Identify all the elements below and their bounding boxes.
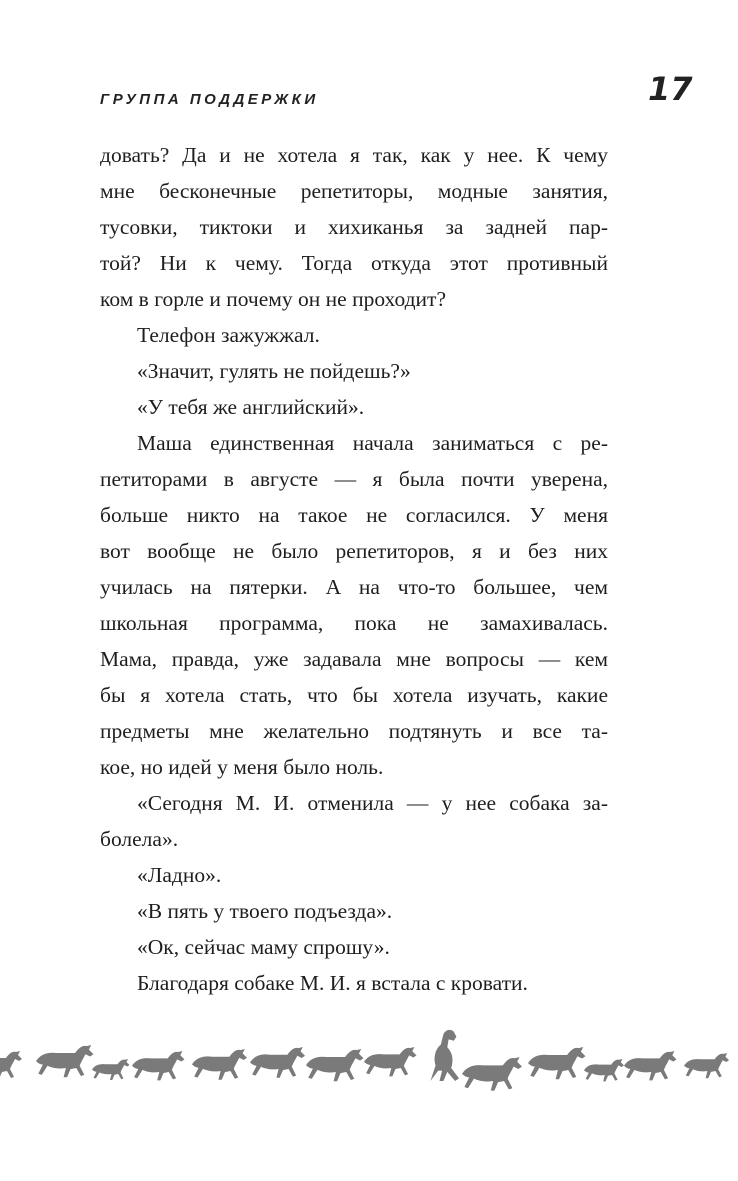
horse-silhouette-icon (250, 1047, 305, 1078)
text-line: школьная программа, пока не замахивалась. (100, 611, 608, 635)
horse-silhouette-icon (306, 1049, 364, 1081)
text-line: бы я хотела стать, что бы хотела изучать, какие (100, 683, 608, 707)
horse-silhouette-icon (192, 1049, 247, 1080)
text-line: петиторами в августе — я была почти уверена, (100, 467, 608, 491)
text-line: мне бесконечные репетиторы, модные занятия, (100, 179, 608, 203)
text-line: предметы мне желательно подтянуть и все та- (100, 719, 608, 743)
horse-silhouette-icon (430, 1030, 459, 1081)
text-line: довать? Да и не хотела я так, как у нее. К чему (100, 143, 608, 167)
text-line: «Ок, сейчас маму спрошу». (137, 935, 390, 959)
text-line: «Сегодня М. И. отменила — у нее собака за- (137, 791, 608, 815)
horse-silhouette-icon (0, 1051, 22, 1079)
text-line: Телефон зажужжал. (137, 323, 320, 347)
horse-silhouette-icon (528, 1047, 586, 1079)
text-line: «Ладно». (137, 863, 222, 887)
running-head: ГРУППА ПОДДЕРЖКИ (100, 91, 319, 108)
horse-silhouette-icon (462, 1057, 522, 1091)
horse-ornament-border (0, 1025, 738, 1095)
text-line: Маша единственная начала заниматься с ре- (137, 431, 608, 455)
horse-silhouette-icon (684, 1053, 729, 1078)
horse-silhouette-icon (132, 1051, 185, 1080)
text-line: «У тебя же английский». (137, 395, 365, 419)
text-line: Мама, правда, уже задавала мне вопросы — кем (100, 647, 608, 671)
horse-silhouette-icon (364, 1047, 417, 1076)
text-line: болела». (100, 827, 179, 851)
page-number: 17 (648, 70, 693, 108)
text-line: «Значит, гулять не пойдешь?» (137, 359, 411, 383)
body-text (100, 137, 608, 1001)
horse-silhouette-icon (36, 1045, 94, 1077)
text-line: той? Ни к чему. Тогда откуда этот противный (100, 251, 608, 275)
horse-silhouette-icon (624, 1051, 677, 1080)
text-line: ком в горле и почему он не проходит? (100, 287, 446, 311)
text-line: больше никто на такое не согласился. У меня (100, 503, 608, 527)
text-line: тусовки, тиктоки и хихиканья за задней пар- (100, 215, 608, 239)
text-line: вот вообще не было репетиторов, я и без них (100, 539, 608, 563)
horse-silhouette-icon (584, 1059, 624, 1081)
horse-silhouette-icon (92, 1059, 130, 1080)
text-line: кое, но идей у меня было ноль. (100, 755, 384, 779)
text-line: «В пять у твоего подъезда». (137, 899, 393, 923)
text-line: Благодаря собаке М. И. я встала с кровати. (137, 971, 528, 995)
text-line: училась на пятерки. А на что-то большее, чем (100, 575, 608, 599)
